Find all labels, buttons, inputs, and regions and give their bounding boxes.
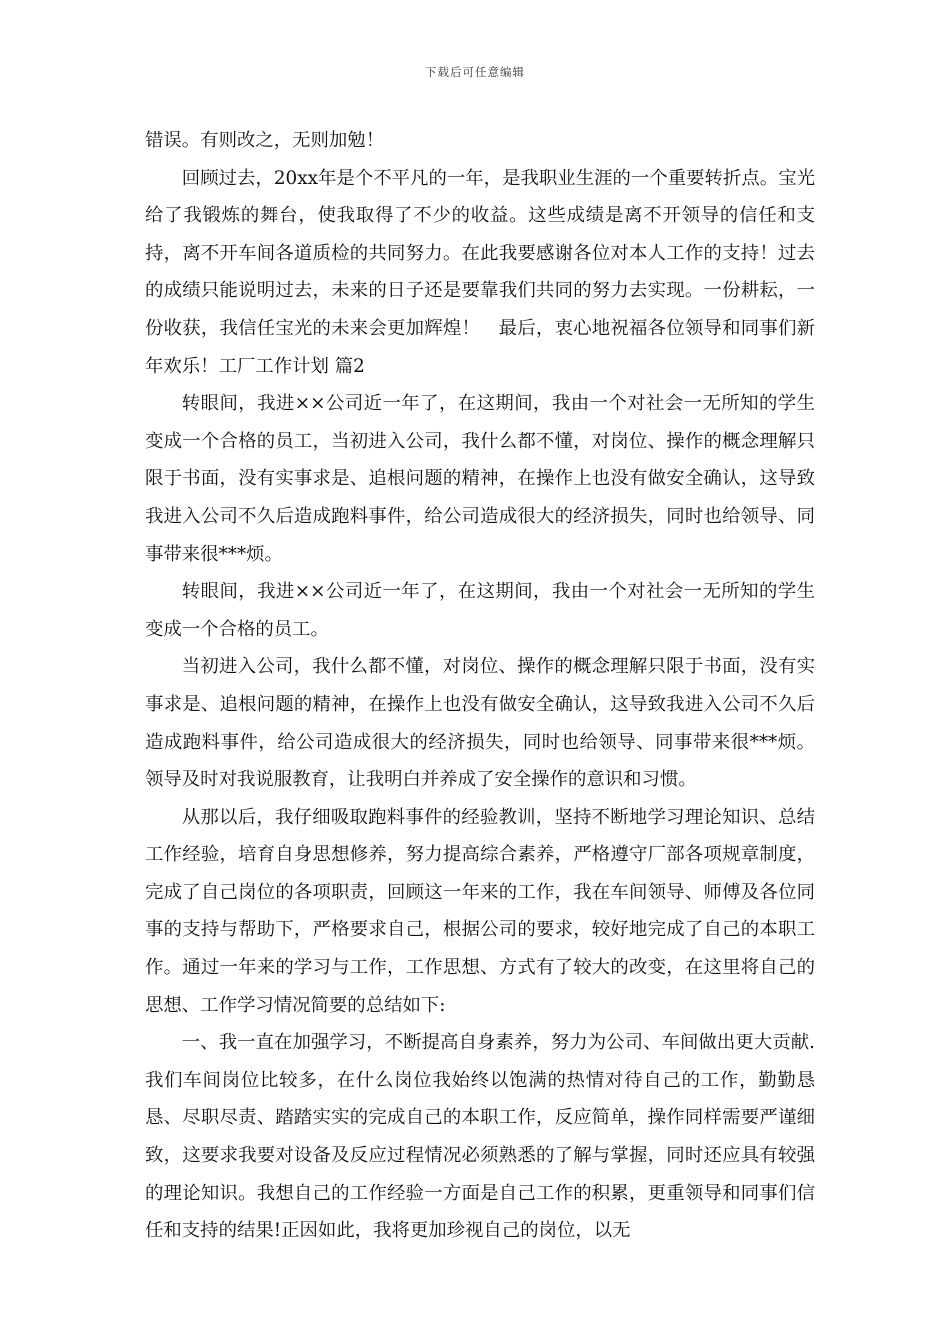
- paragraph-review: 回顾过去，20xx年是个不平凡的一年，是我职业生涯的一个重要转折点。宝光给了我锻炼的舞台，使我取得了不少的收益。这些成绩是离不开领导的信任和支持，离不开车间各道质检的共同努力。在此我要感谢各位对本人工作的支持！过去的成绩只能说明过去，未来的日子还是要靠我们共同的努力去实现。一份耕耘，一份收获，我信任宝光的未来会更加辉煌！ 最后，衷心地祝福各位领导和同事们新年欢乐！工厂工作计划 篇2: [145, 167, 815, 377]
- page-header-note: 下载后可任意编辑: [425, 65, 525, 79]
- document-body: [145, 122, 815, 1250]
- paragraph-first-year-short: 转眼间，我进××公司近一年了，在这期间，我由一个对社会一无所知的学生变成一个合格的员工。: [145, 581, 815, 640]
- paragraph-continuation: 错误。有则改之，无则加勉！: [145, 130, 385, 151]
- paragraph-beginning: 当初进入公司，我什么都不懂，对岗位、操作的概念理解只限于书面，没有实事求是、追根问题的精神，在操作上也没有做安全确认，这导致我进入公司不久后造成跑料事件，给公司造成很大的经济损失，同时也给领导、同事带来很***烦。领导及时对我说服教育，让我明白并养成了安全操作的意识和习惯。: [145, 656, 815, 791]
- paragraph-since-then: 从那以后，我仔细吸取跑料事件的经验教训，坚持不断地学习理论知识、总结工作经验，培育自身思想修养，努力提高综合素养，严格遵守厂部各项规章制度，完成了自己岗位的各项职责，回顾这一年来的工作，我在车间领导、师傅及各位同事的支持与帮助下，严格要求自己，根据公司的要求，较好地完成了自己的本职工作。通过一年来的学习与工作，工作思想、方式有了较大的改变，在这里将自己的思想、工作学习情况简要的总结如下:: [145, 806, 815, 1016]
- paragraph-section-one: 一、我一直在加强学习，不断提高自身素养，努力为公司、车间做出更大贡献.我们车间岗位比较多，在什么岗位我始终以饱满的热情对待自己的工作，勤勤恳恳、尽职尽责、踏踏实实的完成自己的本职工作，反应简单，操作同样需要严谨细致，这要求我要对设备及反应过程情况必须熟悉的了解与掌握，同时还应具有较强的理论知识。我想自己的工作经验一方面是自己工作的积累，更重领导和同事们信任和支持的结果!正因如此，我将更加珍视自己的岗位，以无: [145, 1032, 815, 1242]
- paragraph-first-year: 转眼间，我进××公司近一年了，在这期间，我由一个对社会一无所知的学生变成一个合格的员工，当初进入公司，我什么都不懂，对岗位、操作的概念理解只限于书面，没有实事求是、追根问题的精神，在操作上也没有做安全确认，这导致我进入公司不久后造成跑料事件，给公司造成很大的经济损失，同时也给领导、同事带来很***烦。: [145, 393, 815, 565]
